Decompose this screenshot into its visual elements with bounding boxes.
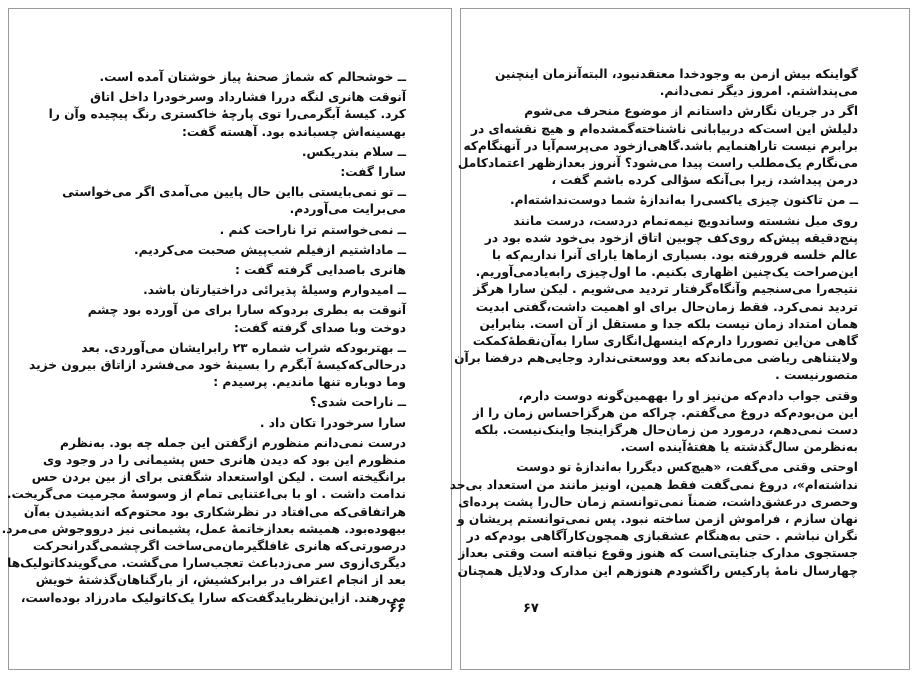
text-line: این من‌بودم‌که دروغ می‌گفتم. چراکه من هرگزاحساس زمان را از	[472, 405, 858, 420]
left-page	[1, 8, 452, 670]
paragraph	[54, 302, 406, 336]
text-line: پنج‌دقیقه پیش‌که روی‌کف چوبین اتاق ازخود بی‌خود شده بود در	[484, 230, 858, 245]
text-line: گاهی من‌این تصوررا دارم‌که اینسهل‌انگاری سارا به‌آن‌نقطهٔ‌کمکت	[472, 334, 858, 349]
paragraph	[54, 242, 406, 259]
paragraph	[449, 459, 858, 579]
text-line: کرد. کیسهٔ آبگرمی‌را توی پارچهٔ خاکستری رنگ پیچیده وآن را	[48, 107, 406, 122]
text-line: تردید نمی‌کرد. فقط زمان‌حال برای او اهمیت داشت،گفتی ابدیت	[475, 299, 858, 314]
paragraph	[54, 144, 406, 161]
paragraph	[48, 89, 406, 141]
paragraph	[509, 192, 858, 209]
text-line: چهارسال نامهٔ پارکیس راگشودم هنوزهم این مدارک ودلایل همچنان	[457, 563, 858, 578]
text-line: دوخت وبا صدای گرفته گفت:	[233, 320, 406, 335]
text-line: ــ امیدوارم وسیلهٔ پذیرائی دراختیارتان باشد.	[143, 283, 406, 298]
paragraph	[54, 282, 406, 299]
text-line: منظورم این بود که دیدن هانری حس پشیمانی را در وجود وی	[42, 453, 406, 468]
text-line: درمن پیداشد، زیرا بی‌آنکه سؤالی کرده باشم گفت ،	[551, 173, 858, 188]
text-line: ــ من تاکنون چیزی یاکسی‌را به‌اندازهٔ شما دوست‌نداشته‌ام.	[510, 193, 858, 208]
text-line: درصورتی‌که هانری غافلگیرمان‌می‌ساخت اگرچشمی‌گدرانحرکت	[32, 539, 406, 554]
text-line: اگر در جریان نگارش داستانم از موضوع منحرف می‌شوم	[524, 104, 858, 119]
text-line: به‌نظرمن سال‌گذشته یا هفتهٔ‌آینده است.	[620, 440, 858, 455]
text-line: ــ تو نمی‌بایستی بااین حال پایین می‌آمدی اگر می‌خواستی	[62, 185, 406, 200]
text-line: سارا سرخودرا تکان داد .	[259, 415, 406, 430]
text-line: نهان سازم ، فراموش ازمن ساخته نبود. پس نمی‌توانستم پریشان و	[457, 512, 858, 527]
text-line: درست نمی‌دانم منظورم ازگفتن این جمله چه بود. به‌نظرم	[60, 435, 406, 450]
text-line: ندامت داشت . او با بی‌اعتنایی تمام از وسوسهٔ مجرمیت می‌گریخت.	[6, 487, 406, 502]
right-page-text	[449, 66, 858, 583]
left-page-text	[1, 69, 406, 610]
text-line: دیگری‌ازوی سر می‌زدباعث تعجب‌سارا می‌گشت. می‌گویندکاتولیک‌ها	[7, 556, 406, 571]
text-line: دلیلش این است‌که دربیابانی ناشناخته‌گمشده‌ام و هیچ نقشه‌ای در	[470, 121, 858, 136]
text-line: ــ بهتربودکه شراب شماره ۲۳ رابرایشان می‌آوردی. بعد	[81, 340, 406, 355]
right-page-number: ۶۷	[523, 601, 539, 616]
text-line: می‌پنداشتم. امروز دیگر نمی‌دانم.	[659, 84, 858, 99]
text-line: آنوقت هانری لنگه دررا فشارداد وسرخودرا داخل اتاق	[90, 90, 406, 105]
text-line: ــ نمی‌خواستم ترا ناراحت کنم .	[219, 222, 406, 237]
text-line: می‌نگارم یک‌مطلب راست پیدا می‌شود؟ آنروز بعدازظهر اعتمادکامل	[457, 156, 858, 171]
text-line: جستجوی مدارک جنایتی‌است که هنوز وقوع نیافته است وقتی بعداز	[458, 546, 858, 561]
paragraph	[54, 394, 406, 411]
text-line: ــ ماداشتیم ازفیلم شب‌پیش صحبت می‌کردیم.	[134, 242, 406, 257]
paragraph	[54, 262, 406, 279]
text-line: وقتی جواب دادم‌که من‌نیز او را بههمین‌گونه دوست دارم،	[518, 388, 858, 403]
paragraph	[494, 66, 858, 100]
paragraph	[1, 435, 406, 607]
text-line: بیهوده‌بود. همیشه بعدازخاتمهٔ عمل، پشیمانی نیز درووجوش می‌مرد.	[1, 521, 406, 536]
text-line: سارا گفت:	[340, 165, 406, 180]
paragraph	[54, 184, 406, 218]
paragraph	[472, 388, 858, 457]
text-line: درحالی‌که‌کیسهٔ آبگرم را بسینهٔ خود می‌فشرد ازاتاق بیرون خزید	[29, 358, 406, 373]
text-line: نتیجه‌را می‌سنجیم وآنگاه‌گرفتار تردید می‌شویم . لیکن سارا هرگز	[473, 282, 858, 297]
text-line: عالم خلسه فرورفته بود. بسیاری ازماها یارای آنرا نداریم‌که با	[491, 248, 858, 263]
text-line: این‌صراحت یک‌چنین اظهاری بکنیم. ما اول‌چیزی رابه‌یادمی‌آوریم.	[475, 265, 858, 280]
text-line: وحصری درعشق‌داشت، ضمناً نمی‌توانستم زمان حال‌را پشت پرده‌ای	[458, 494, 858, 509]
text-line: ولایتناهی ریاضی می‌ماندکه بعد ووسعتی‌ندارد وجایی‌هم درفضا برآن	[454, 351, 858, 366]
text-line: روی مبل نشسته وساندویچ نیمه‌تمام دردست، درست مانند	[513, 213, 858, 228]
text-line: ــ ناراحت شدی؟	[309, 395, 406, 410]
text-line: برانگیخته است . لیکن اواستعداد شگفتی برای از بین بردن حس	[31, 470, 406, 485]
paragraph	[54, 222, 406, 239]
paragraph	[54, 415, 406, 432]
right-page	[449, 8, 910, 670]
paragraph	[54, 69, 406, 86]
text-line: اوحتی وقتی می‌گفت، «هیچ‌کس دیگررا به‌اندازهٔ تو دوست	[516, 460, 858, 475]
paragraph	[457, 103, 858, 189]
text-line: نگران نباشم . حتی به‌هنگام عشقبازی همچون‌کارآگاهی بودم‌که در	[466, 529, 858, 544]
paragraph	[29, 340, 406, 392]
text-line: می‌رهند. ازاین‌نظربایدگفت‌که سارا یک‌کاتولیک مادرزاد بوده‌است،	[20, 590, 406, 605]
text-line: همان امتداد زمان نیست بلکه جدا و مستقل از آن است. بنابراین	[479, 316, 858, 331]
left-page-number: ۶۶	[389, 601, 405, 616]
text-line: بعد از انجام اعتراف در برابر‌کشیش، از بارگناهان‌گذشتهٔ خویش	[35, 573, 406, 588]
text-line: گواینکه بیش ازمن به وجودخدا معتقدنبود، البته‌آنزمان اینچنین	[494, 67, 858, 81]
text-line: آنوقت به بطری بردوکه سارا برای من آورده بود چشم	[87, 303, 406, 318]
text-line: بهسینه‌اش چسبانده بود. آهسته گفت:	[181, 124, 406, 139]
text-line: می‌برایت می‌آوردم.	[289, 202, 406, 217]
text-line: ــ خوشحالم که شماژ صحنهٔ پیاز خوشتان آمده است.	[99, 70, 406, 84]
text-line: هانری باصدایی گرفته گفت :	[234, 263, 406, 278]
text-line: دست نمی‌دهم، درمورد من زمان‌حال هرگزاینجا واینک‌نیست. بلکه	[474, 423, 858, 438]
paragraph	[54, 164, 406, 181]
text-line: نداشته‌ام»، دروغ نمی‌گفت فقط همین، اونیز مانند من استعداد بی‌حد	[449, 477, 858, 492]
text-line: ــ سلام بندریکس.	[301, 144, 406, 159]
text-line: وما دوباره تنها ماندیم. پرسیدم :	[213, 375, 406, 390]
text-line: متصورنیست .	[775, 368, 858, 383]
text-line: برابرم نیست تاراهنمایم باشد.گاهی‌ازخود می‌پرسم‌آیا در آنهنگام‌که	[463, 138, 858, 153]
text-line: هراتفاقی‌که می‌افتاد در نظرشکاری بود محتوم‌که اندیشیدن به‌آن	[23, 504, 406, 519]
paragraph	[454, 213, 858, 385]
